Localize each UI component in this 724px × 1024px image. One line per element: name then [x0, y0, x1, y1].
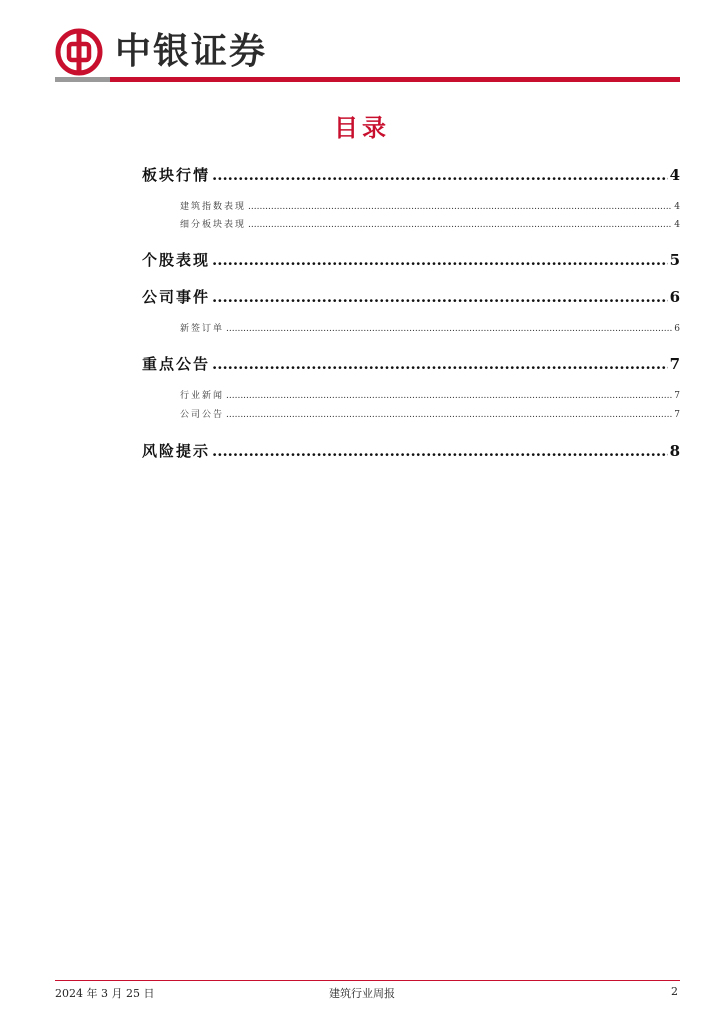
toc-leader-dots	[212, 442, 668, 460]
toc-entry-label: 重点公告	[142, 355, 211, 373]
toc-leader-dots	[248, 220, 672, 230]
header-rule-gray	[55, 77, 110, 82]
toc-entry-page: 4	[674, 202, 680, 212]
toc-entry-label: 公司公告	[180, 410, 225, 420]
toc-leader-dots	[212, 251, 668, 269]
toc-entry-industry-news[interactable]	[180, 388, 680, 401]
toc-leader-dots	[212, 355, 668, 373]
toc-leader-dots	[212, 166, 668, 184]
toc-entry-label: 板块行情	[142, 166, 211, 184]
toc-entry-page: 8	[669, 442, 680, 460]
footer-report-title: 建筑行业周报	[329, 987, 395, 1000]
toc-entry-page: 4	[669, 166, 680, 184]
toc-entry-page: 5	[669, 251, 680, 269]
toc-entry-label: 个股表现	[142, 251, 211, 269]
header-rule-red	[110, 77, 680, 82]
footer-rule	[55, 980, 680, 981]
toc-entry-index-performance[interactable]	[180, 199, 680, 212]
toc-entry-key-announcements[interactable]	[142, 353, 680, 374]
toc-entry-label: 建筑指数表现	[180, 202, 247, 212]
toc-entry-page: 7	[674, 391, 680, 401]
footer-page-number: 2	[671, 985, 678, 998]
toc-entry-label: 公司事件	[142, 288, 211, 306]
toc-entry-label: 风险提示	[142, 442, 211, 460]
toc-entry-page: 7	[674, 410, 680, 420]
brand-name: 中银证券	[115, 30, 268, 72]
toc-leader-dots	[226, 410, 672, 420]
toc-leader-dots	[248, 202, 672, 212]
toc-leader-dots	[226, 324, 672, 334]
toc-entry-label: 细分板块表现	[180, 220, 247, 230]
toc-entry-page: 7	[669, 355, 680, 373]
toc-title: 目录	[334, 113, 390, 142]
toc-entry-page: 6	[674, 324, 680, 334]
toc-entry-risk-warning[interactable]	[142, 440, 680, 461]
toc-entry-page: 4	[674, 220, 680, 230]
toc-entry-company-announcements[interactable]	[180, 407, 680, 420]
toc-entry-new-orders[interactable]	[180, 321, 680, 334]
toc-entry-label: 行业新闻	[180, 391, 225, 401]
toc-leader-dots	[226, 391, 672, 401]
toc-entry-page: 6	[669, 288, 680, 306]
toc-entry-sector-performance[interactable]	[180, 217, 680, 230]
toc-entry-stock-performance[interactable]	[142, 249, 680, 270]
footer-date: 2024 年 3 月 25 日	[55, 987, 155, 1000]
toc-leader-dots	[212, 288, 668, 306]
page-header	[55, 28, 685, 76]
toc-entry-market[interactable]	[142, 164, 680, 185]
toc-entry-company-events[interactable]	[142, 286, 680, 307]
bank-of-china-logo-icon	[55, 28, 103, 76]
toc-entry-label: 新签订单	[180, 324, 225, 334]
